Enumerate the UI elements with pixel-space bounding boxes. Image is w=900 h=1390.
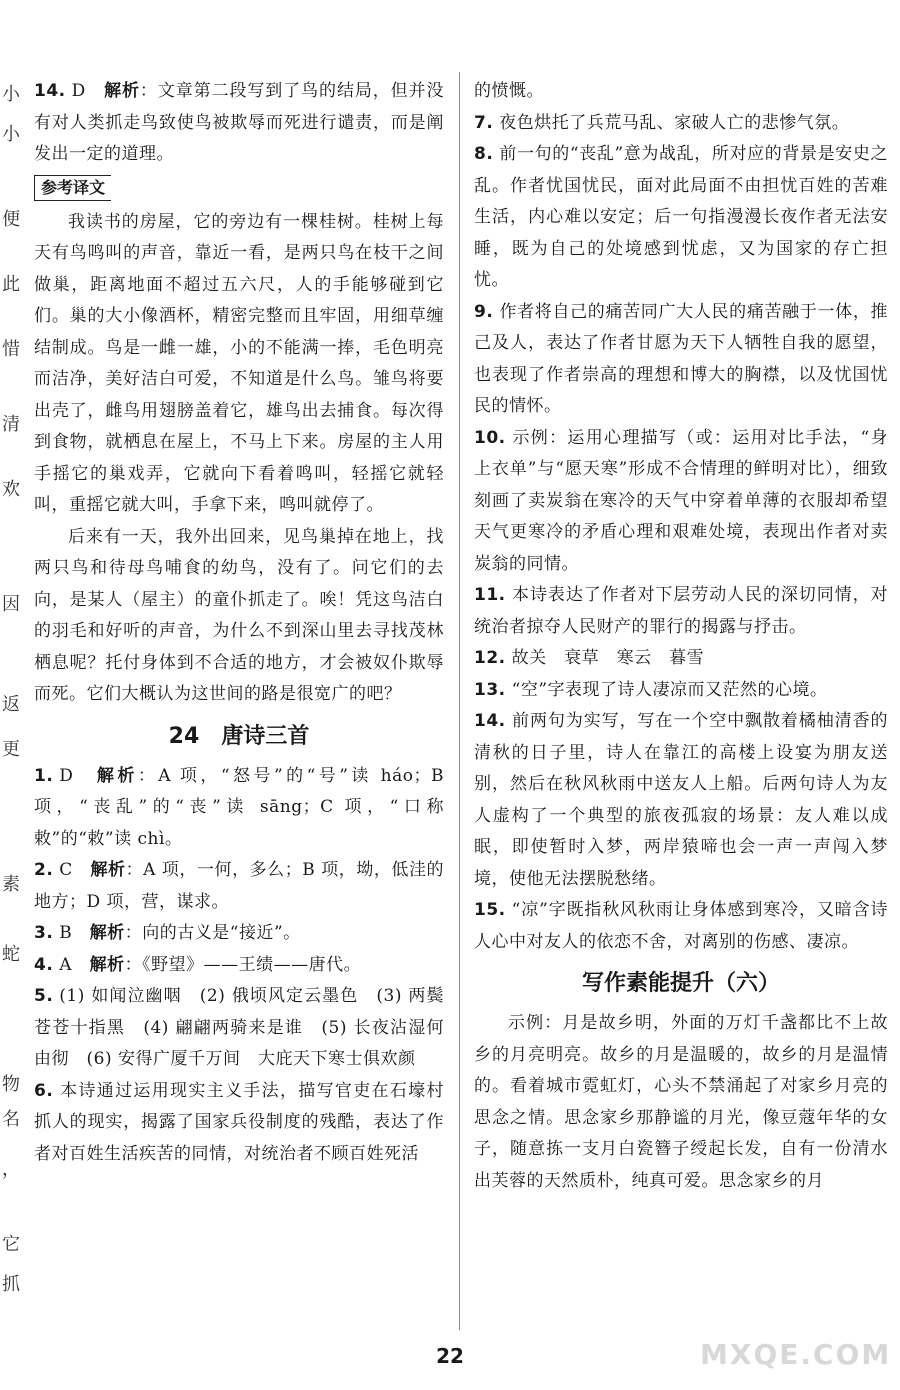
margin-char: 清 [2, 414, 20, 435]
answer-12: 12. 故关 衰草 寒云 暮雪 [474, 648, 705, 668]
answer-10: 10. 示例：运用心理描写（或：运用对比手法，“身上衣单”与“愿天寒”形成不合情理的鲜明对比），细致刻画了卖炭翁在寒冷的天气中穿着单薄的衣服却希望天气更寒冷的矛盾心理和艰难处境，表现出作者对卖炭翁的同情。 [474, 427, 888, 574]
margin-char: 此 [2, 274, 20, 295]
answer-2: 2. C 解析：A 项，一何，多么；B 项，坳，低洼的地方；D 项，营，谋求。 [34, 860, 445, 912]
margin-char: 惜 [2, 339, 20, 360]
answer-3: 3. B 解析：向的古义是“接近”。 [34, 923, 301, 943]
answer-7: 7. 夜色烘托了兵荒马乱、家破人亡的悲惨气氛。 [474, 112, 850, 133]
margin-char: 蛇 [2, 944, 20, 965]
margin-char: 因 [2, 594, 20, 615]
reference-translation-label: 参考译文 [34, 175, 111, 201]
section-heading-writing: 写作素能提升（六） [581, 971, 780, 996]
margin-char: ， [2, 1159, 20, 1180]
answer-11: 11. 本诗表达了作者对下层劳动人民的深切同情，对统治者掠夺人民财产的罪行的揭露与抒击。 [474, 585, 888, 637]
margin-char: 名 [2, 1109, 20, 1130]
margin-char: 它 [2, 1234, 20, 1255]
left-margin-strip [0, 70, 22, 1340]
margin-char: 欢 [2, 479, 20, 500]
answer-14: 14. 前两句为实写，写在一个空中飘散着橘柚清香的清秋的日子里，诗人在靠江的高楼上设宴为朋友送别，然后在秋风秋雨中送友人上船。后两句诗人为友人虚构了一个典型的旅夜孤寂的场景：友人难以成眠，即使暂时入梦，两岸猿啼也会一声一声闯入梦境，使他无法摆脱愁绪。 [474, 711, 888, 889]
margin-char: 抓 [2, 1274, 20, 1295]
margin-char: 素 [2, 874, 20, 895]
watermark: MXQE.COM [700, 1338, 892, 1371]
translation-paragraph-1: 我读书的房屋，它的旁边有一棵桂树。桂树上每天有鸟鸣叫的声音，靠近一看，是两只鸟在枝干之间做巢，距离地面不超过五六尺，人的手能够碰到它们。巢的大小像酒杯，精密完整而且牢固，用细草缠结制成。鸟是一雌一雄，小的不能满一捧，毛色明亮而洁净，美好洁白可爱，不知道是什么鸟。雏鸟将要出壳了，雌鸟用翅膀盖着它，雄鸟出去捕食。每次得到食物，就栖息在屋上，不马上下来。房屋的主人用手摇它的巢戏弄，它就向下看着鸣叫，轻摇它就轻叫，重摇它就大叫，手拿下来，鸣叫就停了。 [34, 211, 444, 515]
answer-1: 1. D 解析：A 项，“怒号”的“号”读 háo；B 项，“丧乱”的“丧”读 sāng；C 项，“口称敕”的“敕”读 chì。 [34, 765, 444, 849]
answer-15: 15. “凉”字既指秋风秋雨让身体感到寒冷，又暗含诗人心中对友人的依恋不舍，对离别的伤感、凄凉。 [474, 900, 888, 952]
translation-paragraph-2: 后来有一天，我外出回来，见鸟巢掉在地上，找两只鸟和待母鸟哺食的幼鸟，没有了。问它们的去向，是某人（屋主）的童仆抓走了。唉！凭这鸟洁白的羽毛和好听的声音，为什么不到深山里去寻找茂林栖息呢？托付身体到不合适的地方，才会被奴仆欺辱而死。它们大概认为这世间的路是很宽广的吧？ [34, 526, 444, 704]
left-column [34, 76, 444, 1170]
answer-14: 14. D 解析：文章第二段写到了鸟的结局，但并没有对人类抓走鸟致使鸟被欺辱而死进行谴责，而是阐发出一定的道理。 [34, 81, 445, 164]
margin-char: 物 [2, 1074, 20, 1095]
margin-char: 小 [2, 124, 20, 145]
answer-8: 8. 前一句的“丧乱”意为战乱，所对应的背景是安史之乱。作者忧国忧民，面对此局面不由担忧百姓的苦难生活，内心难以安定；后一句指漫漫长夜作者无法安睡，既为自己的处境感到忧虑，又为国家的存亡担忧。 [474, 144, 888, 290]
margin-char: 便 [2, 209, 20, 230]
writing-example: 示例：月是故乡明，外面的万灯千盏都比不上故乡的月亮明亮。故乡的月是温暖的，故乡的月是温情的。看着城市霓虹灯，心头不禁涌起了对家乡月亮的思念之情。思念家乡那静谧的月光，像豆蔻年华的女子，随意拣一支月白瓷簪子绶起长发，自有一份清水出芙蓉的天然质朴，纯真可爱。思念家乡的月 [474, 1013, 888, 1191]
right-column [474, 76, 888, 1197]
section-heading-24: 24 唐诗三首 [168, 723, 310, 749]
answer-5: 5. (1) 如闻泣幽咽 (2) 俄顷风定云墨色 (3) 两鬓苍苍十指黑 (4) 翩翩两骑来是谁 (5) 长夜沾湿何由彻 (6) 安得广厦千万间 大庇天下寒士俱欢颜 [34, 986, 444, 1069]
margin-char: 更 [2, 739, 20, 760]
answer-6: 6. 本诗通过运用现实主义手法，描写官吏在石壕村抓人的现实，揭露了国家兵役制度的残酷，表达了作者对百姓生活疾苦的同情，对统治者不顾百姓死活 [34, 1080, 444, 1164]
column-divider [459, 72, 460, 1330]
margin-char: 小 [2, 84, 20, 105]
answer-13: 13. “空”字表现了诗人凄凉而又茫然的心境。 [474, 679, 828, 700]
answer-9: 9. 作者将自己的痛苦同广大人民的痛苦融于一体，推己及人，表达了作者甘愿为天下人牺牲自我的愿望，也表现了作者崇高的理想和博大的胸襟，以及忧国忧民的情怀。 [474, 301, 888, 416]
page-number: 22 [436, 1344, 464, 1368]
answer-4: 4. A 解析：《野望》——王绩——唐代。 [34, 954, 362, 975]
margin-char: 返 [2, 694, 20, 715]
answer-6-continued: 的愤慨。 [474, 81, 544, 101]
